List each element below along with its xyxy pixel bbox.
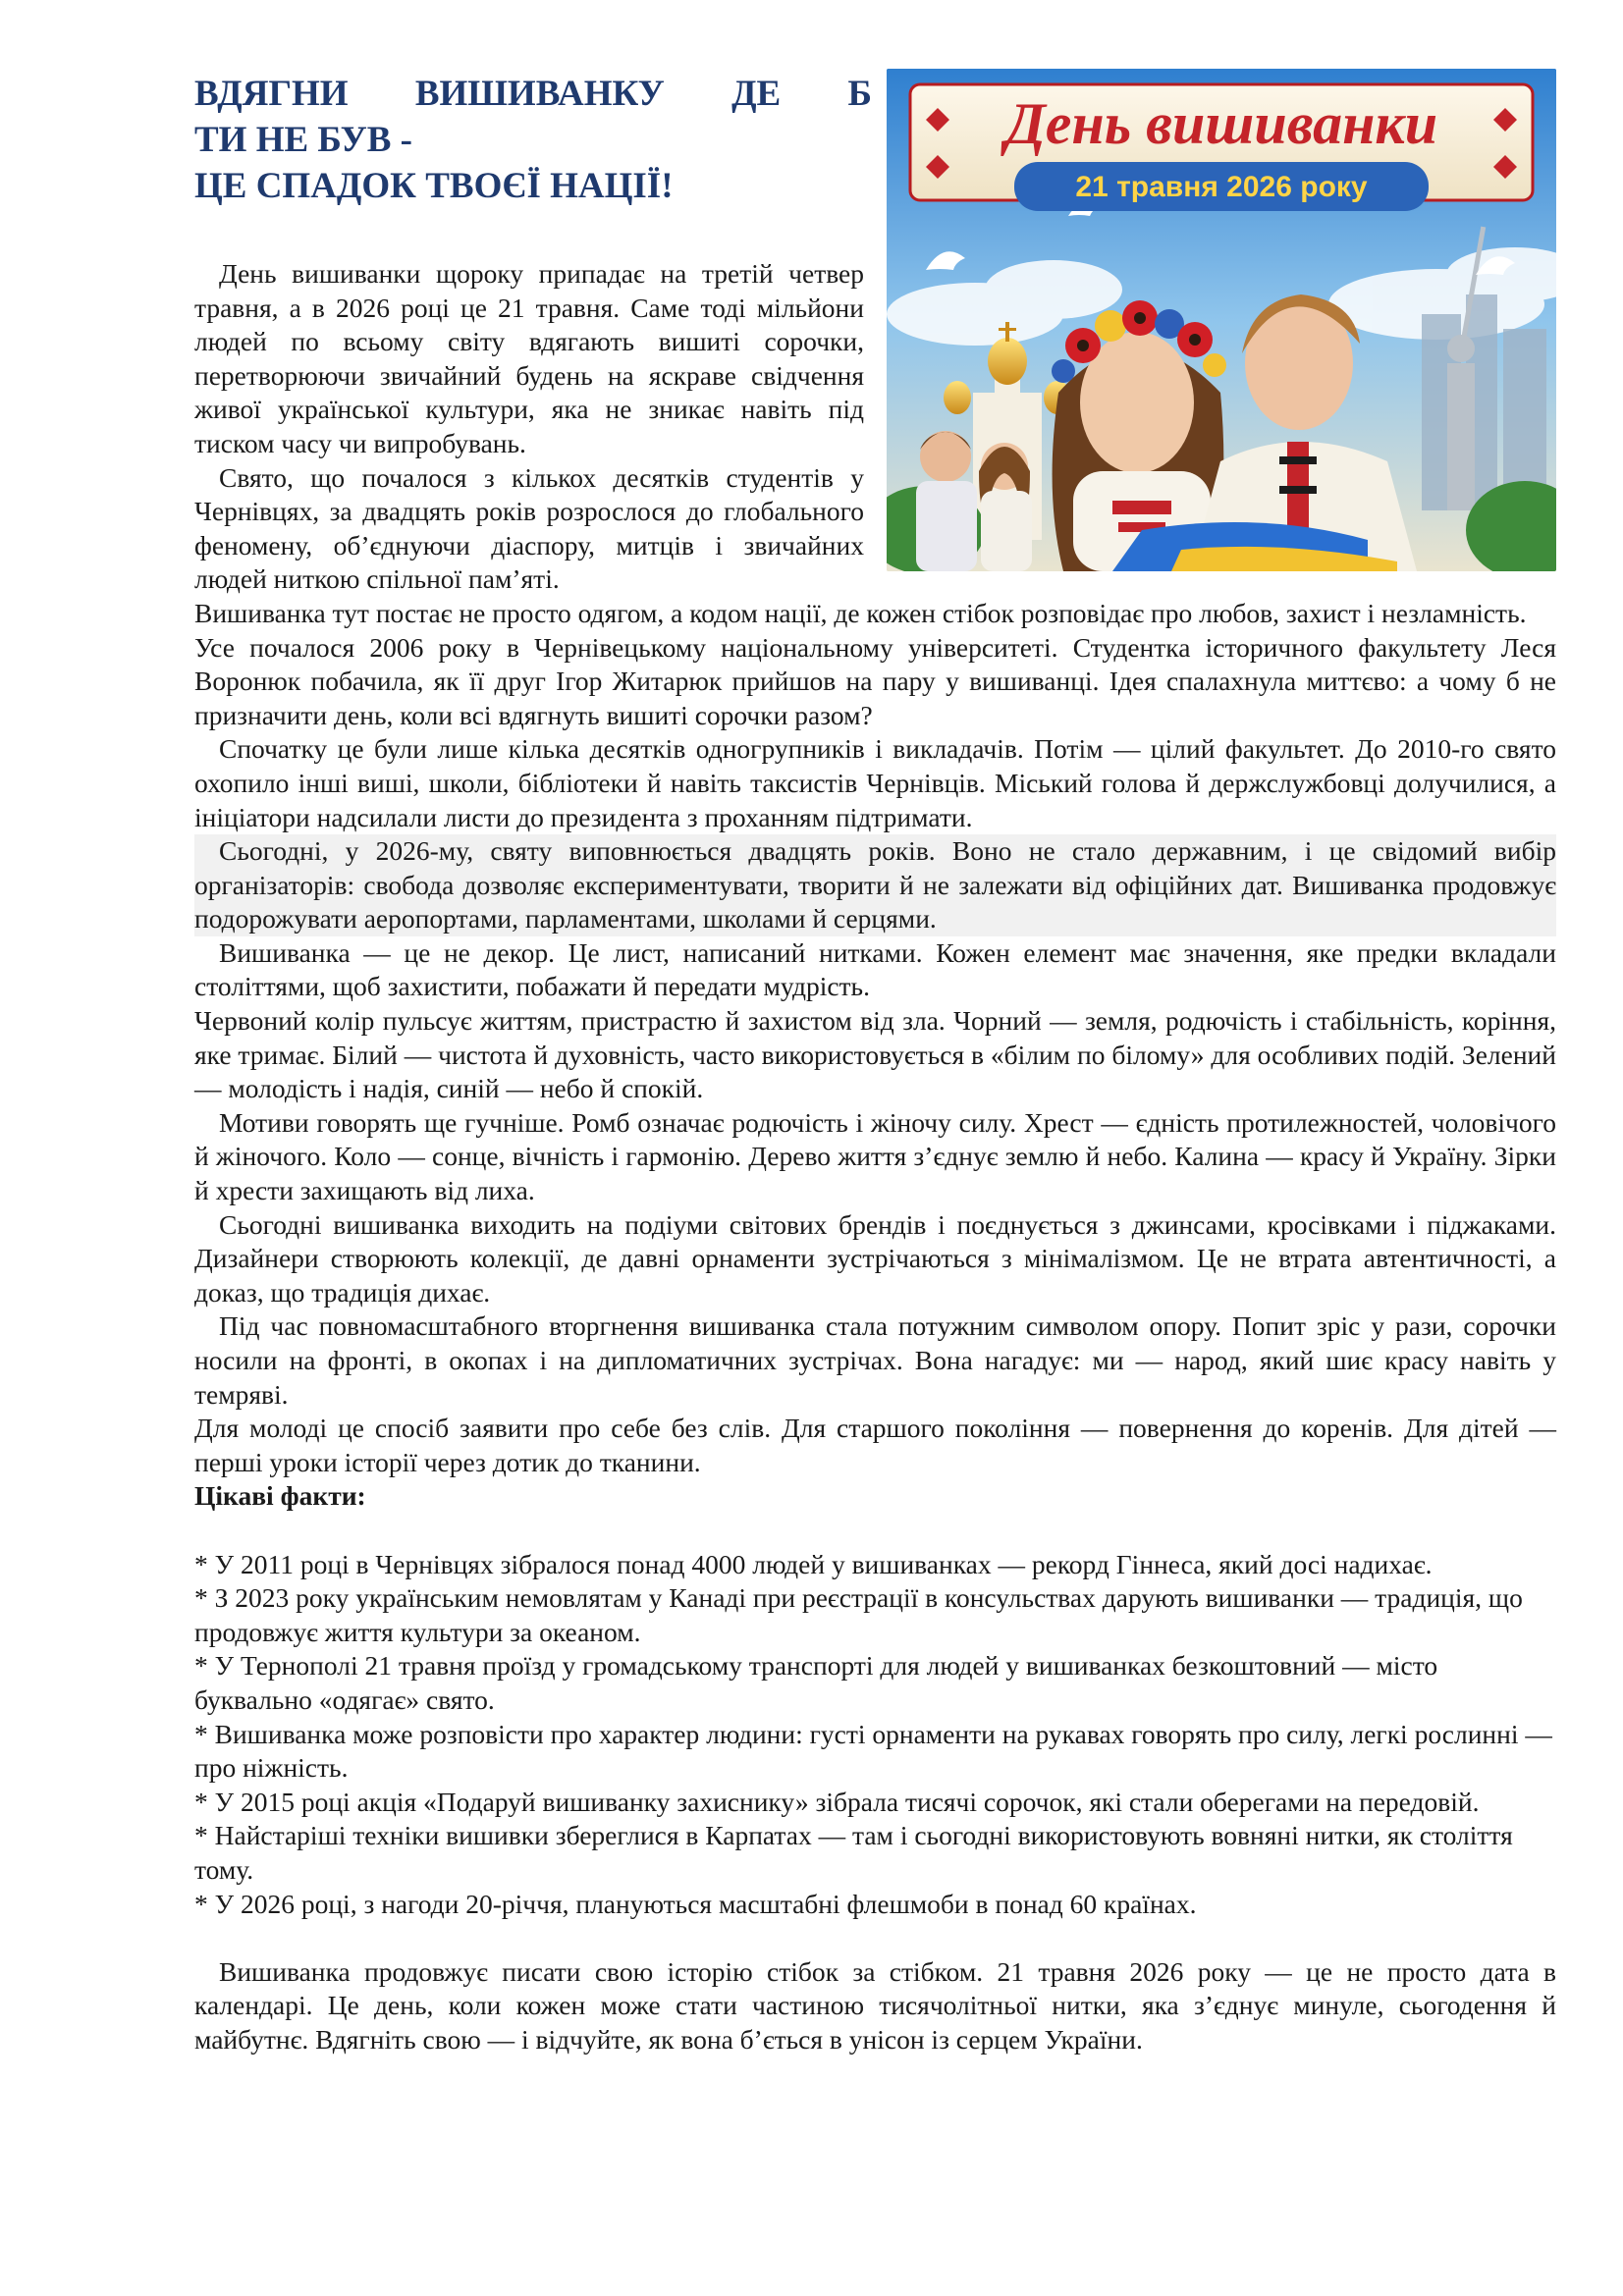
- paragraph-4: Усе почалося 2006 року в Чернівецькому національному університеті. Студентка історичного факультету Леся Воронюк побачила, як її друг Ігор Житарюк прийшов на пару у вишиванці. Ідея спалахнула миттєво: а чому б не призначити день, коли всі вдягнуть вишиті сорочки разом?: [194, 631, 1556, 730]
- paragraph-6: Сьогодні, у 2026-му, святу виповнюється двадцять років. Воно не стало державним, і це свідомий вибір організаторів: свобода дозволяє експериментувати, творити й не залежати від офіційних дат. Вишиванка продовжує подорожувати аеропортами, парламентами, школами й серцями.: [194, 834, 1556, 936]
- title-line-1: ВДЯГНИ ВИШИВАНКУ ДЕ Б: [194, 74, 872, 114]
- fact-item: * У Тернополі 21 травня проїзд у громадському транспорті для людей у вишиванках безкоштовний — місто буквально «одягає» свято.: [194, 1650, 1438, 1715]
- page-title: [194, 71, 872, 209]
- fact-item: * З 2023 року українським немовлятам у Канаді при реєстрації в консульствах дарують вишиванки — традиція, що продовжує життя культури за океаном.: [194, 1582, 1523, 1647]
- paragraph-11: Під час повномасштабного вторгнення вишиванка стала потужним символом опору. Попит зріс у рази, сорочки носили на фронті, в окопах і на дипломатичних зустрічах. Вона нагадує: ми — народ, який шиє красу навіть у темряві.: [194, 1310, 1556, 1410]
- hero-banner-date: 21 травня 2026 року: [1075, 171, 1368, 203]
- hero-banner-title: День вишиванки: [1004, 91, 1438, 156]
- paragraph-7: Вишиванка — це не декор. Це лист, написаний нитками. Кожен елемент має значення, яке предки вкладали століттями, щоб захистити, побажати й передати мудрість.: [194, 936, 1556, 1002]
- fact-item: * Найстаріші техніки вишивки збереглися в Карпатах — там і сьогодні використовують вовняні нитки, як століття тому.: [194, 1820, 1513, 1885]
- closing-paragraph: Вишиванка продовжує писати свою історію стібок за стібком. 21 травня 2026 року — це не просто дата в календарі. Це день, коли кожен може стати частиною тисячолітньої нитки, яка з’єднує минуле, сьогодення й майбутнє. Вдягніть свою — і відчуйте, як вона б’ється в унісон із серцем України.: [194, 1955, 1556, 2055]
- fact-item: * У 2011 році в Чернівцях зібралося понад 4000 людей у вишиванках — рекорд Гіннеса, який досі надихає.: [194, 1548, 1433, 1579]
- paragraph-9: Мотиви говорять ще гучніше. Ромб означає родючість і жіночу силу. Хрест — єдність протилежностей, чоловічого й жіночого. Коло — сонце, вічність і гармонію. Дерево життя з’єднує землю й небо. Калина — красу й Україну. Зірки й хрести захищають від лиха.: [194, 1106, 1556, 1206]
- title-line-2: ТИ НЕ БУВ -: [194, 120, 412, 160]
- paragraph-5: Спочатку це були лише кілька десятків одногрупників і викладачів. Потім — цілий факультет. До 2010-го свято охопило інші виші, школи, бібліотеки й навіть таксистів Чернівців. Міський голова й держслужбовці долучилися, а ініціатори надсилали листи до президента з проханням підтримати.: [194, 733, 1556, 832]
- facts-heading: Цікаві факти:: [194, 1480, 366, 1512]
- paragraph-8: Червоний колір пульсує життям, пристрастю й захистом від зла. Чорний — земля, родючість і стабільність, коріння, яке тримає. Білий — чистота й духовність, часто використовується в «білим по білому» для особливих подій. Зелений — молодість і надія, синій — небо й спокій.: [194, 1005, 1556, 1104]
- paragraph-3: Вишиванка тут постає не просто одягом, а кодом нації, де кожен стібок розповідає про любов, захист і незламність.: [194, 597, 1527, 628]
- fact-item: * У 2026 році, з нагоди 20-річчя, плануються масштабні флешмоби в понад 60 країнах.: [194, 1888, 1197, 1919]
- spacer: [194, 1514, 1556, 1548]
- fact-item: * Вишиванка може розповісти про характер людини: густі орнаменти на рукавах говорять про силу, легкі рослинні — про ніжність.: [194, 1718, 1552, 1784]
- spacer: [194, 1921, 1556, 1955]
- paragraph-12: Для молоді це спосіб заявити про себе без слів. Для старшого покоління — повернення до коренів. Для дітей — перші уроки історії через дотик до тканини.: [194, 1413, 1556, 1477]
- paragraph-1: День вишиванки щороку припадає на третій четвер травня, а в 2026 році це 21 травня. Саме тоді мільйони людей по всьому світу вдягають вишиті сорочки, перетворюючи звичайний будень на яскраве свідчення живої української культури, яка не зникає навіть під тиском часу чи випробувань.: [194, 258, 864, 458]
- paragraph-2: Свято, що почалося з кількох десятків студентів у Чернівцях, за двадцять років розрослося до глобального феномену, об’єднуючи діаспору, митців і звичайних людей ниткою спільної пам’яті.: [194, 461, 864, 595]
- paragraph-10: Сьогодні вишиванка виходить на подіуми світових брендів і поєднується з джинсами, кросівками і піджаками. Дизайнери створюють колекції, де давні орнаменти зустрічаються з мінімалізмом. Це не втрата автентичності, а доказ, що традиція дихає.: [194, 1208, 1556, 1308]
- title-line-3: ЦЕ СПАДОК ТВОЄЇ НАЦІЇ!: [194, 166, 674, 206]
- article-body: [194, 257, 1556, 2056]
- fact-item: * У 2015 році акція «Подаруй вишиванку захиснику» зібрала тисячі сорочок, які стали оберегами на передовій.: [194, 1786, 1480, 1817]
